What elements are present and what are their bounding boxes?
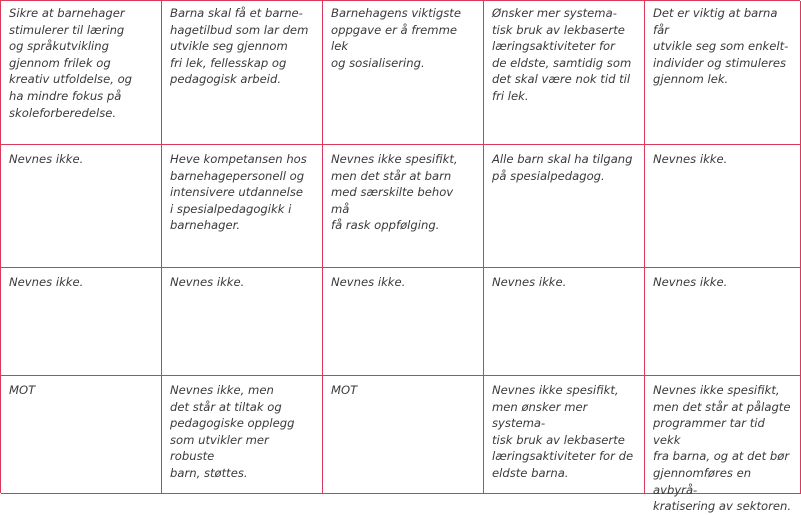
table-cell-r1-c3: Barnehagens viktigste oppgave er å fremme lek og sosialisering.: [323, 1, 484, 145]
table-cell-r3-c3: Nevnes ikke.: [323, 268, 484, 376]
table-cell-r3-c2: Nevnes ikke.: [162, 268, 323, 376]
table-cell-r4-c2: Nevnes ikke, men det står at tiltak og pedagogiske opplegg som utvikler mer robuste barn, støttes.: [162, 376, 323, 494]
table-cell-r2-c2: Heve kompetansen hos barnehagepersonell og intensivere utdannelse i spesialpedagogikk i barnehager.: [162, 145, 323, 268]
table-cell-r1-c1: Sikre at barnehager stimulerer til læring og språkutvikling gjennom frilek og kreativ utfoldelse, og ha mindre fokus på skoleforberedelse.: [1, 1, 162, 145]
table-cell-r4-c4: Nevnes ikke spesifikt, men ønsker mer systema- tisk bruk av lekbaserte læringsaktiviteter for de eldste barna.: [484, 376, 645, 494]
table-cell-r1-c2: Barna skal få et barne- hagetilbud som lar dem utvikle seg gjennom fri lek, fellesskap og pedagogisk arbeid.: [162, 1, 323, 145]
table-cell-r2-c5: Nevnes ikke.: [645, 145, 801, 268]
table-cell-r2-c4: Alle barn skal ha tilgang på spesialpedagog.: [484, 145, 645, 268]
table-cell-r3-c5: Nevnes ikke.: [645, 268, 801, 376]
table-cell-r2-c1: Nevnes ikke.: [1, 145, 162, 268]
table-cell-r2-c3: Nevnes ikke spesifikt, men det står at barn med særskilte behov må få rask oppfølging.: [323, 145, 484, 268]
table-cell-r3-c1: Nevnes ikke.: [1, 268, 162, 376]
table-cell-r3-c4: Nevnes ikke.: [484, 268, 645, 376]
table-cell-r4-c5: Nevnes ikke spesifikt, men det står at pålagte programmer tar tid vekk fra barna, og at det bør gjennomføres en avbyrå- kratisering av sektoren.: [645, 376, 801, 494]
table-cell-r1-c5: Det er viktig at barna får utvikle seg som enkelt- individer og stimuleres gjennom lek.: [645, 1, 801, 145]
table-cell-r1-c4: Ønsker mer systema- tisk bruk av lekbaserte læringsaktiviteter for de eldste, samtidig som det skal være nok tid til fri lek.: [484, 1, 645, 145]
table-cell-r4-c1: MOT: [1, 376, 162, 494]
table-cell-r4-c3: MOT: [323, 376, 484, 494]
